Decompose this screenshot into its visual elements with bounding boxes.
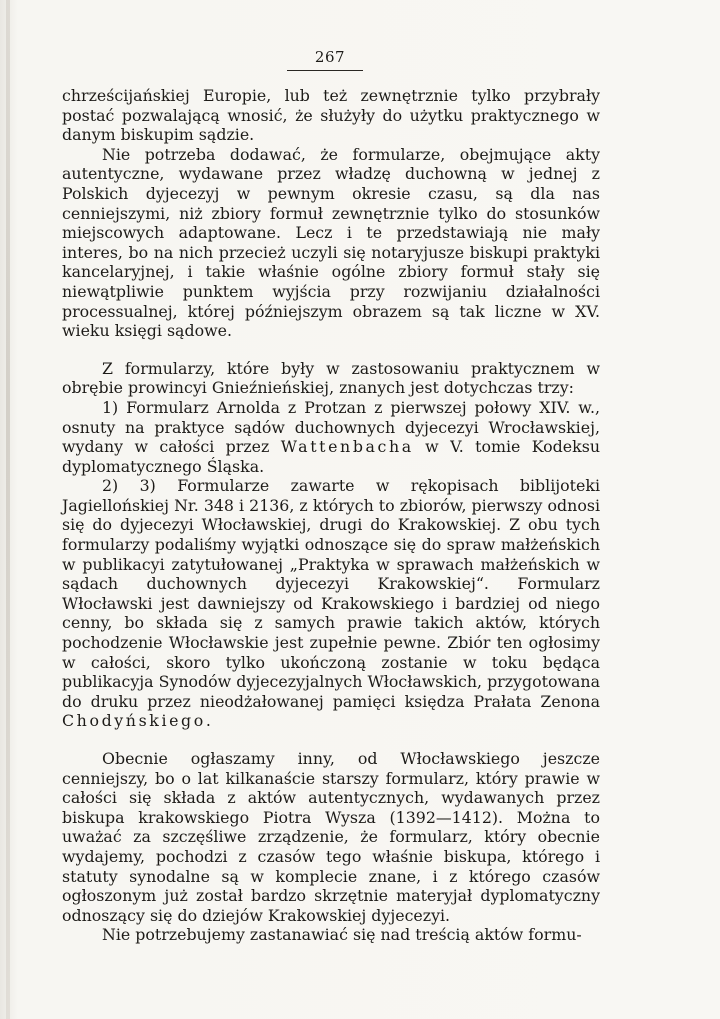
paragraph-p1 — [62, 86, 600, 145]
spaced-name: Chodyńskiego — [62, 711, 206, 731]
text-run: Obecnie ogłaszamy inny, od Włocławskiego jeszcze cenniejszy, bo o lat kilkanaście starszy formularz, który prawie w całości się składa z aktów autentycznych, wydawanych przez biskupa krakowskiego Piotra Wysza (1392—1412). Można to uważać za szczęśliwe zrządzenie, że formularz, który obecnie wydajemy, pochodzi z czasów tego właśnie biskupa, którego i statuty synodalne są w komplecie znane, i z którego czasów ogłoszonym już został bardzo skrzętnie materyjał dyplomatyczny odnoszący się do dziejów Krakowskiej dyjecezyi. — [62, 749, 600, 925]
text-run: Nie potrzebujemy zastanawiać się nad treścią aktów formu- — [102, 925, 582, 945]
paragraph-p2 — [62, 145, 600, 341]
paragraph-p3 — [62, 359, 600, 398]
page-number: 267 — [314, 48, 346, 66]
paragraph-p6 — [62, 749, 600, 925]
paragraph-p4 — [62, 398, 600, 476]
page-spine-shadow — [6, 0, 10, 1019]
text-run: 1) Formularz Arnolda z Protzan z pierwszej połowy XIV. w., osnuty na praktyce sądów duchownych dyjecezyi Wrocławskiej, wydany w całości przez — [62, 397, 600, 457]
paragraph-p5 — [62, 476, 600, 731]
text-run: w V. tomie Kodeksu dyplomatycznego Śląska. — [62, 437, 600, 476]
page-number-rule — [287, 70, 363, 71]
spaced-name: Wattenbacha — [280, 437, 414, 457]
paragraph-gap — [62, 731, 600, 749]
text-run: . — [205, 711, 211, 731]
text-run: chrześcijańskiej Europie, lub też zewnętrznie tylko przybrały postać pozwalającą wnosić, że służyły do użytku praktycznego w danym biskupim sądzie. — [62, 86, 600, 145]
body-text — [62, 86, 600, 945]
paragraph-gap — [62, 341, 600, 359]
paragraph-p7 — [62, 925, 600, 945]
text-run: Nie potrzeba dodawać, że formularze, obejmujące akty autentyczne, wydawane przez władzę duchowną w jednej z Polskich dyjecezyj w pewnym okresie czasu, są dla nas cenniejszymi, niż zbiory formuł zewnętrznie tylko do stosunków miejscowych adaptowane. Lecz i te przedstawiają nie mały interes, bo na nich przecież uczyli się notaryjusze biskupi praktyki kancelaryjnej, i takie właśnie ogólne zbiory formuł stały się niewątpliwie punktem wyjścia przy rozwijaniu działalności processualnej, której późniejszym obrazem są tak liczne w XV. wieku księgi sądowe. — [62, 144, 600, 341]
text-run: 2) 3) Formularze zawarte w rękopisach biblijoteki Jagiellońskiej Nr. 348 i 2136, z których to zbiorów, pierwszy odnosi się do dyjecezyi Włocławskiej, drugi do Krakowskiej. Z obu tych formularzy podaliśmy wyjątki odnoszące się do spraw małżeńskich w publikacyi zatytułowanej „Praktyka w sprawach małżeńskich w sądach duchownych dyjecezyi Krakowskiej“. Formularz Włocławski jest dawniejszy od Krakowskiego i bardziej od niego cenny, bo składa się z samych prawie takich aktów, których pochodzenie Włocławskie jest zupełnie pewne. Zbiór ten ogłosimy w całości, skoro tylko ukończoną zostanie w toku będąca publikacyja Synodów dyjecezyjalnych Włocławskich, przygotowana do druku przez nieodżałowanej pamięci księdza Prałata Zenona — [62, 476, 600, 711]
text-run: Z formularzy, które były w zastosowaniu praktycznem w obrębie prowincyi Gnieźnieńskiej, znanych jest dotychczas trzy: — [62, 358, 600, 398]
